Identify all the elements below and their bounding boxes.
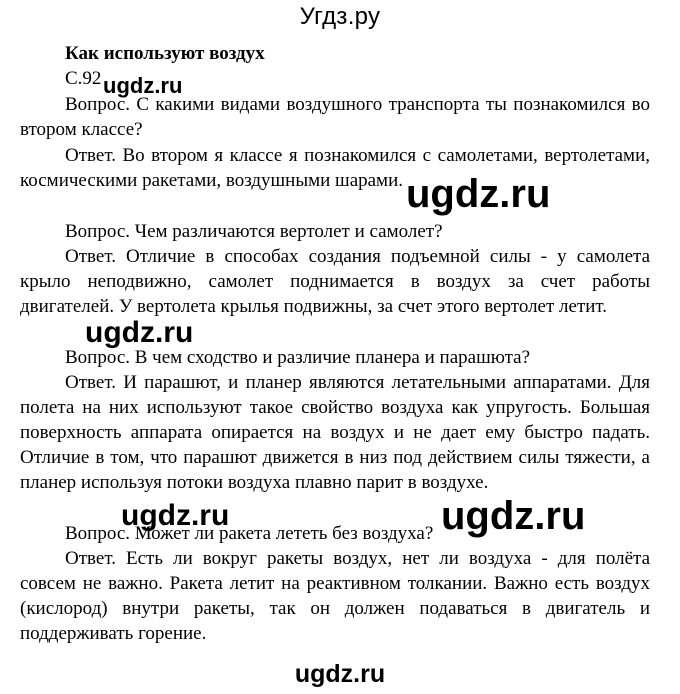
watermark: ugdz.ru xyxy=(406,172,551,216)
footer-watermark: ugdz.ru xyxy=(294,660,386,688)
answer-3: Ответ. И парашют, и планер являются летательными аппаратами. Для полета на них используют такое свойство воздуха как упругость. Большая поверхность аппарата опирается на воздух и не дает ему быстро падать. Отличие в том, что парашют движется в низ под действием силы тяжести, а планер используя потоки воздуха плавно парит в воздухе. xyxy=(20,372,650,493)
watermark: ugdz.ru xyxy=(441,494,586,538)
question-1: Вопрос. С какими видами воздушного транспорта ты познакомился во втором классе? xyxy=(20,94,650,140)
question-4: Вопрос. Может ли ракета лететь без воздуха? xyxy=(65,523,434,544)
answer-4: Ответ. Есть ли вокруг ракеты воздух, нет ли воздуха - для полёта совсем не важно. Ракета летит на реактивном толкании. Важно есть воздух (кислород) внутри ракеты, так он должен подаваться в двигатель и поддерживать горение. xyxy=(20,548,650,644)
site-header: Угдз.ру xyxy=(299,3,381,30)
question-3: Вопрос. В чем сходство и различие планера и парашюта? xyxy=(65,347,531,368)
document-title: Как используют воздух xyxy=(65,43,265,64)
answer-2: Ответ. Отличие в способах создания подъемной силы - у самолета крыло неподвижно, самолет поднимается в воздух за счет работы двигателей. У вертолета крылья подвижны, за счет этого вертолет летит. xyxy=(20,246,650,317)
watermark: ugdz.ru xyxy=(103,73,183,98)
answer-1: Ответ. Во втором я классе я познакомился с самолетами, вертолетами, космическими ракетами, воздушными шарами. xyxy=(20,145,650,191)
watermark: ugdz.ru xyxy=(121,499,230,532)
page-reference: С.92 xyxy=(65,68,102,89)
question-2: Вопрос. Чем различаются вертолет и самолет? xyxy=(65,221,443,242)
watermark: ugdz.ru xyxy=(85,316,194,349)
